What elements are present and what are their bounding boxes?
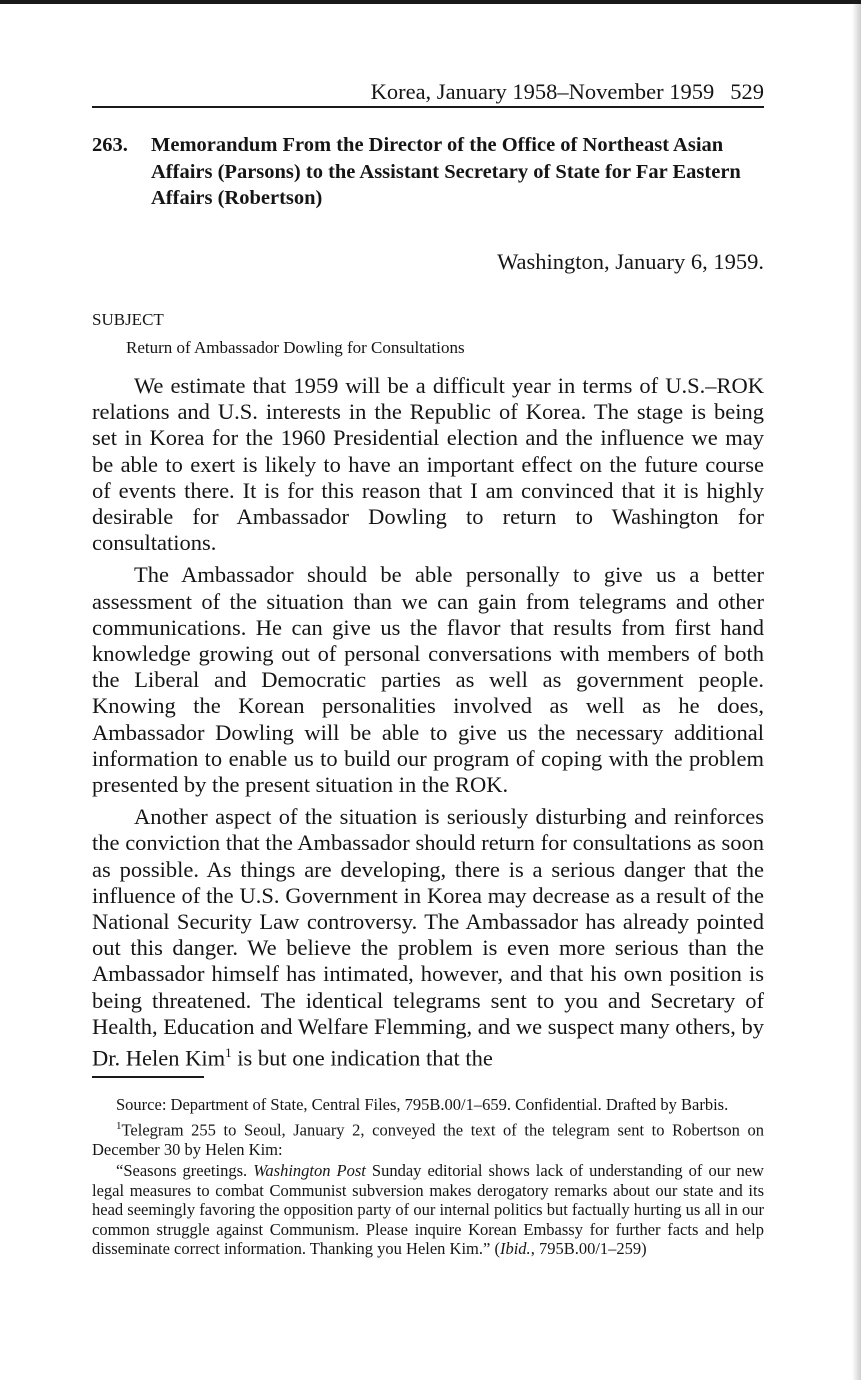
footnote-rule [92, 1076, 204, 1078]
subject-text: Return of Ambassador Dowling for Consultations [126, 338, 465, 357]
quote-reference: , 795B.00/1–259) [530, 1239, 647, 1258]
source-note: Source: Department of State, Central Files, 795B.00/1–659. Confidential. Drafted by Barbis. [116, 1095, 729, 1114]
document-number: 263. [92, 134, 128, 156]
footnote-1-text: Telegram 255 to Seoul, January 2, conveyed the text of the telegram sent to Robertson on December 30 by Helen Kim: [92, 1120, 764, 1159]
subject-label: SUBJECT [92, 310, 164, 329]
footnote-reference: 1 [225, 1045, 232, 1061]
quote-publication: Washington Post [253, 1161, 366, 1180]
body-paragraph-2: The Ambassador should be able personally to give us a better assessment of the situation than we can gain from telegrams and other communications. He can give us the flavor that results from first hand knowledge growing out of personal conversations with members of both the Liberal and Democratic parties as well as government people. Knowing the Korean personalities involved as well as he does, Ambassador Dowling will be able to give us the necessary additional information to enable us to build our program of coping with the problem presented by the present situation in the ROK. [92, 562, 764, 798]
paragraph-3-tail: is but one indication that the [231, 1045, 493, 1071]
document-heading [92, 132, 764, 212]
quote-body: Sunday editorial shows lack of understanding of our new legal measures to combat Communist subversion makes derogatory remarks about our state and its head seemingly favoring the opposition party of our internal politics but factually hurting us all in our common struggle against Communism. Please inquire Korean Embassy for further facts and help disseminate correct information. Thanking you Helen Kim.” ( [92, 1161, 764, 1258]
dateline: Washington, January 6, 1959. [497, 249, 764, 274]
body-paragraph-3 [92, 804, 764, 1072]
document-title: Memorandum From the Director of the Office of Northeast Asian Affairs (Parsons) to the Assistant Secretary of State for Far Eastern Affairs (Robertson) [151, 134, 741, 209]
page-top-edge [0, 0, 861, 4]
header-rule [92, 106, 764, 108]
quote-open: “Seasons greetings. [116, 1161, 254, 1180]
footnote-1 [92, 1117, 764, 1160]
page-right-edge [852, 4, 861, 1380]
paragraph-3-text: Another aspect of the situation is seriously disturbing and reinforces the conviction that the Ambassador should return for consultations as soon as possible. As things are developing, there is a serious danger that the influence of the U.S. Government in Korea may decrease as a result of the National Security Law controversy. The Ambassador has already pointed out this danger. We believe the problem is even more serious than the Ambassador himself has intimated, however, and that his own position is being threatened. The identical telegrams sent to you and Secretary of Health, Education and Welfare Flemming, and we suspect many others, by Dr. Helen Kim [92, 804, 764, 1071]
page-number: 529 [730, 79, 764, 104]
footnote-quote [92, 1161, 764, 1259]
footnote-1-marker: 1 [116, 1119, 122, 1132]
body-paragraph-1: We estimate that 1959 will be a difficult year in terms of U.S.–ROK relations and U.S. interests in the Republic of Korea. The stage is being set in Korea for the 1960 Presidential election and the influence we may be able to exert is likely to have an important effect on the future course of events there. It is for this reason that I am convinced that it is highly desirable for Ambassador Dowling to return to Washington for consultations. [92, 373, 764, 556]
running-head-title: Korea, January 1958–November 1959 [370, 79, 715, 104]
footnotes [92, 1095, 764, 1261]
running-head [371, 78, 764, 106]
quote-ibid: Ibid. [499, 1239, 531, 1258]
body-text [92, 373, 764, 1078]
